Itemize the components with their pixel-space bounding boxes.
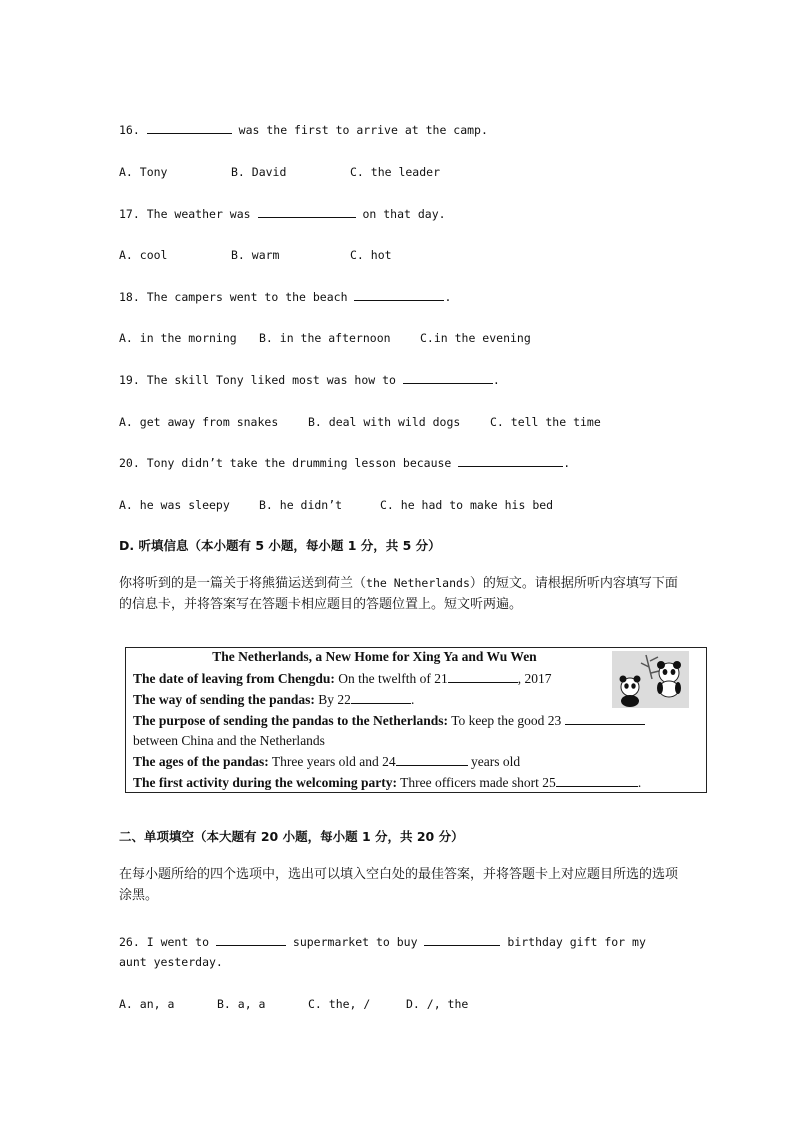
section-d-instruction: 你将听到的是一篇关于将熊猫运送到荷兰（the Netherlands）的短文。请根据所听内容填写下面的信息卡，并将答案写在答题卡相应题目的答题位置上。短文听两遍。 [119, 576, 678, 612]
question-18: 18. The campers went to the beach . [119, 290, 452, 304]
answer-blank [354, 289, 444, 301]
option-a: A. an, a [119, 997, 175, 1011]
answer-blank [458, 455, 563, 467]
option-c: C. tell the time [490, 415, 601, 429]
option-b: B. deal with wild dogs [308, 415, 461, 429]
card-row-purpose-cont: between China and the Netherlands [133, 733, 325, 748]
card-row-purpose: The purpose of sending the pandas to the Netherlands: To keep the good 23 [133, 712, 645, 730]
question-16: 16. was the first to arrive at the camp. [119, 123, 488, 137]
option-a: A. he was sleepy [119, 498, 230, 512]
answer-blank [216, 934, 286, 946]
question-26: 26. I went to supermarket to buy birthday gift for my [119, 935, 646, 949]
question-19: 19. The skill Tony liked most was how to . [119, 373, 500, 387]
option-d: D. /, the [406, 997, 469, 1011]
option-c: C.in the evening [420, 331, 531, 345]
card-title: The Netherlands, a New Home for Xing Ya and Wu Wen [212, 649, 537, 664]
answer-blank [147, 122, 232, 134]
option-a: A. cool [119, 248, 168, 262]
panda-image [612, 651, 689, 708]
question-20: 20. Tony didn’t take the drumming lesson because . [119, 456, 571, 470]
option-b: B. warm [231, 248, 280, 262]
section-d-heading: D. 听填信息（本小题有 5 小题，每小题 1 分，共 5 分） [119, 538, 441, 553]
option-b: B. David [231, 165, 287, 179]
panda-icon [612, 651, 689, 708]
card-row-way: The way of sending the pandas: By 22 . [133, 692, 415, 707]
info-card [125, 647, 707, 793]
option-a: A. in the morning [119, 331, 237, 345]
option-b: B. he didn’t [259, 498, 343, 512]
card-row-ages: The ages of the pandas: Three years old and 24 years old [133, 754, 521, 769]
card-row-date: The date of leaving from Chengdu: On the twelfth of 21 , 2017 [133, 671, 552, 686]
answer-blank-24 [396, 754, 468, 766]
answer-blank [403, 372, 493, 384]
option-c: C. hot [350, 248, 392, 262]
option-b: B. in the afternoon [259, 331, 391, 345]
section-2-instruction: 在每小题所给的四个选项中，选出可以填入空白处的最佳答案，并将答题卡上对应题目所选的选项涂黑。 [119, 867, 679, 903]
answer-blank-23 [565, 713, 645, 725]
answer-blank-22 [351, 692, 411, 704]
option-b: B. a, a [217, 997, 266, 1011]
answer-blank-25 [556, 775, 638, 787]
section-2-heading: 二、单项填空（本大题有 20 小题，每小题 1 分，共 20 分） [119, 829, 464, 844]
option-c: C. he had to make his bed [380, 498, 554, 512]
option-a: A. Tony [119, 165, 168, 179]
option-c: C. the leader [350, 165, 441, 179]
answer-blank [424, 934, 500, 946]
question-17: 17. The weather was on that day. [119, 207, 446, 221]
option-a: A. get away from snakes [119, 415, 279, 429]
answer-blank [258, 206, 356, 218]
answer-blank-21 [448, 671, 518, 683]
card-row-activity: The first activity during the welcoming party: Three officers made short 25 . [133, 775, 642, 790]
option-c: C. the, / [308, 997, 371, 1011]
question-26-cont: aunt yesterday. [119, 955, 223, 969]
